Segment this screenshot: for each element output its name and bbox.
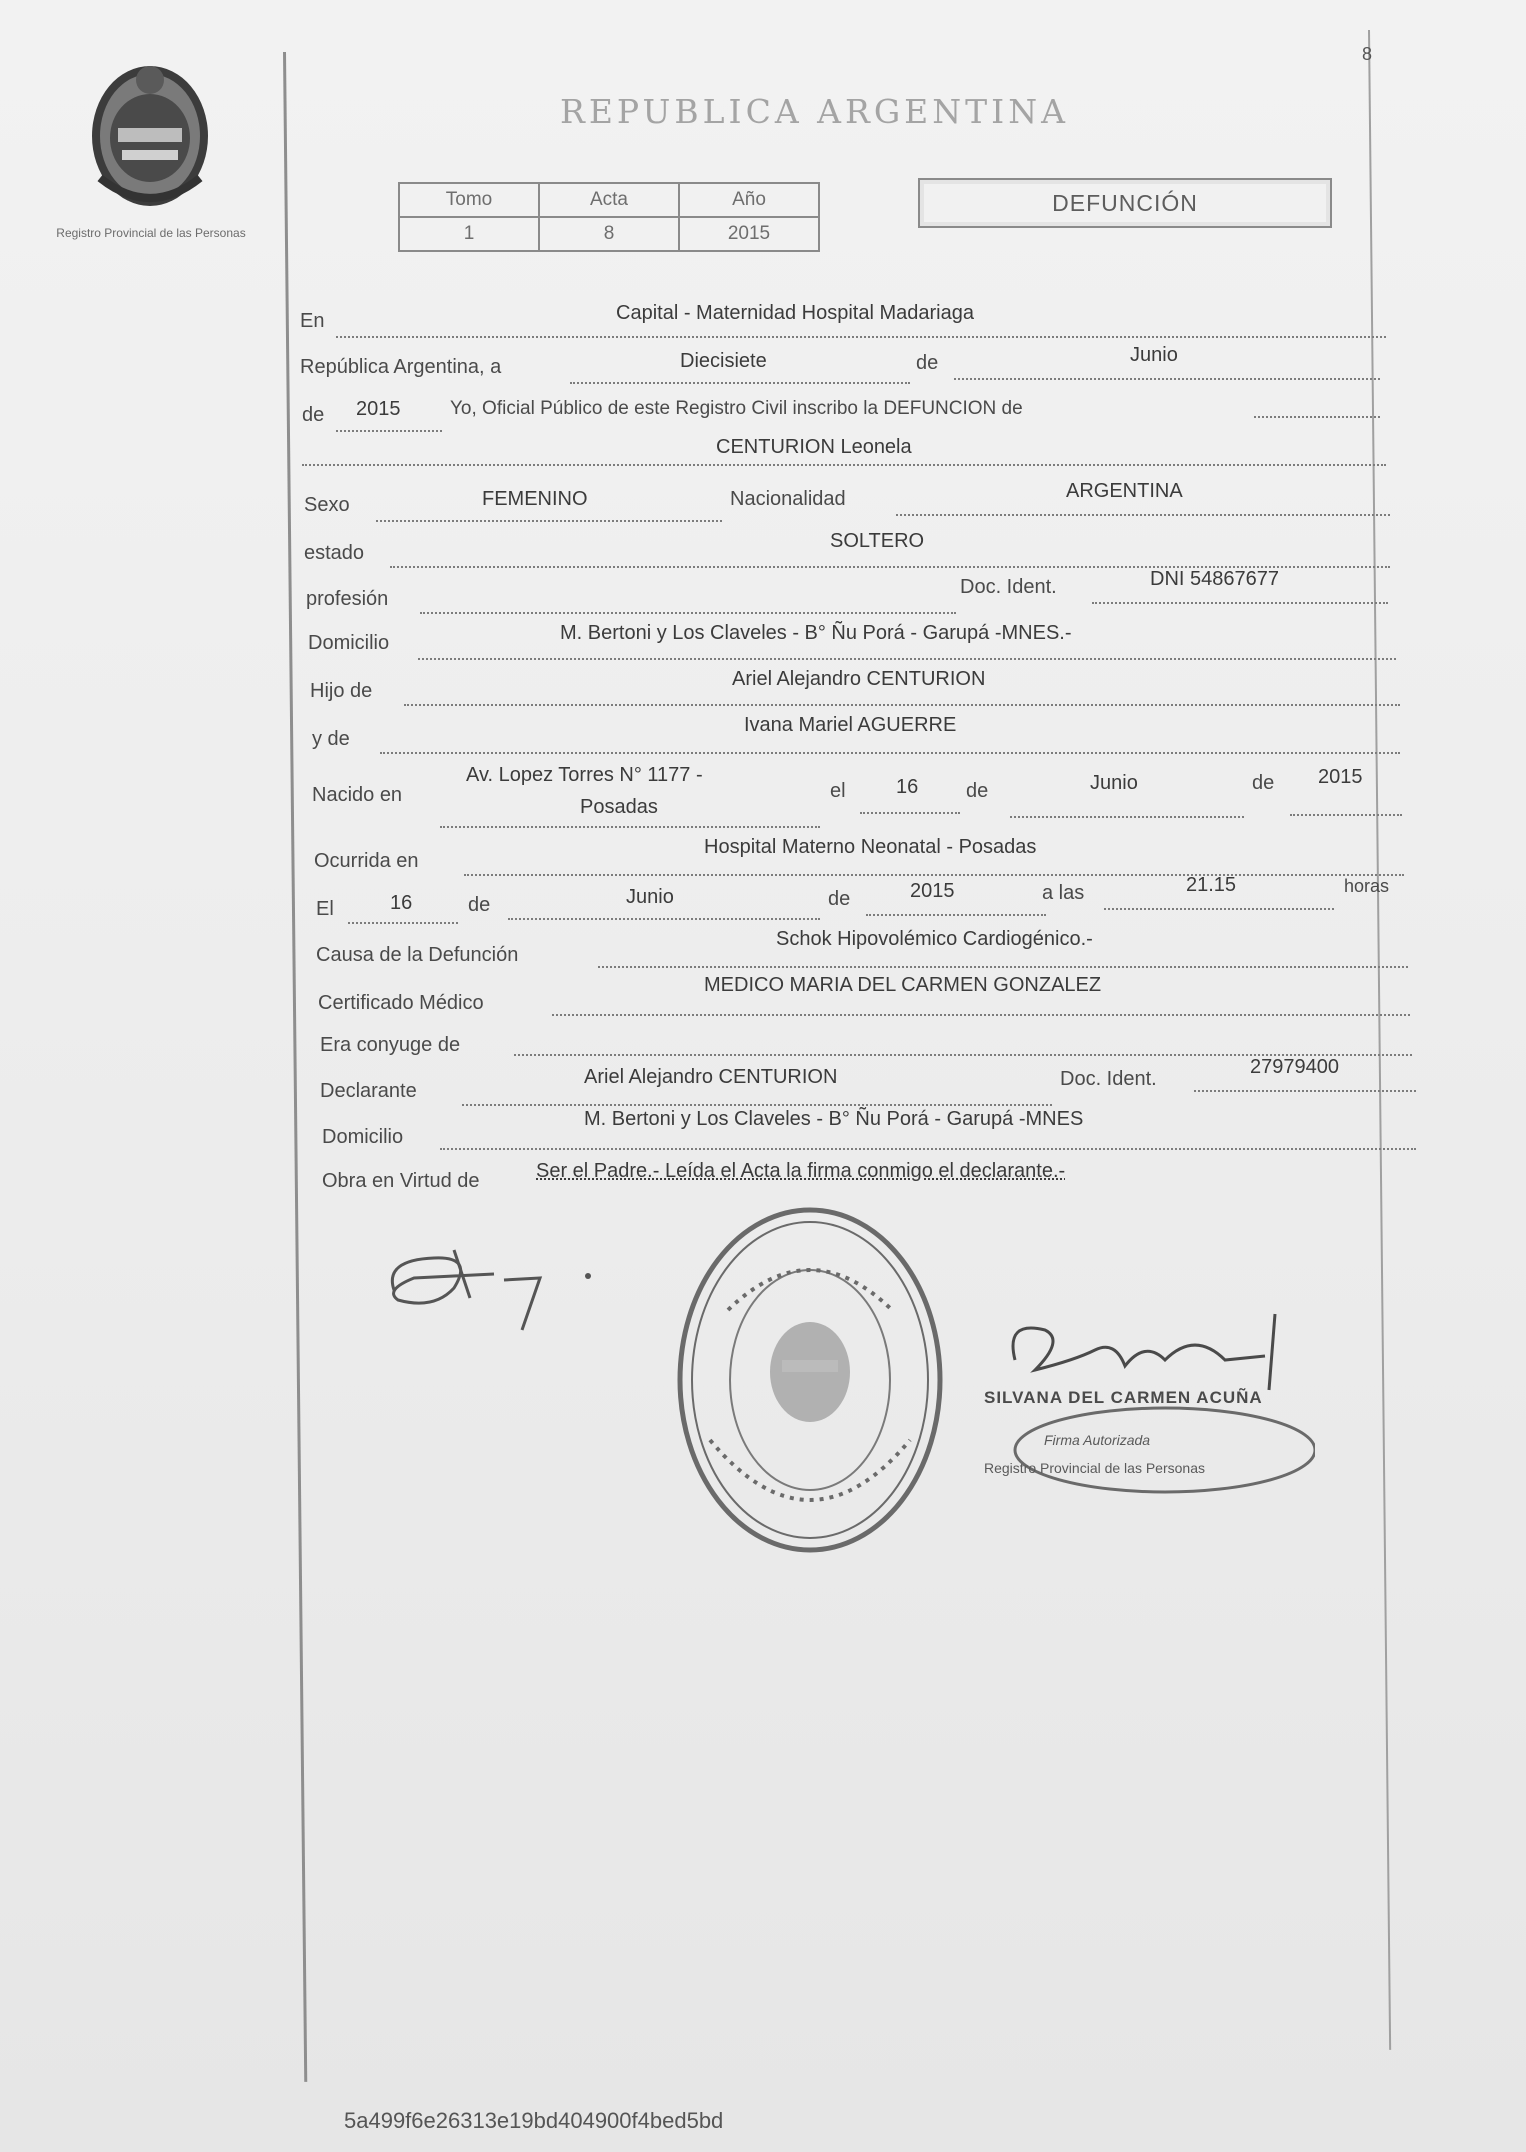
domicilio-value: M. Bertoni y Los Claveles - B° Ñu Porá - Garupá -MNES.- bbox=[560, 622, 1072, 644]
official-role: Firma Autorizada bbox=[1044, 1432, 1151, 1448]
doc-ident-2-label: Doc. Ident. bbox=[1060, 1068, 1157, 1090]
nacido-anio-value: 2015 bbox=[1318, 766, 1363, 788]
dotted-line bbox=[348, 922, 458, 924]
value-anio: 2015 bbox=[679, 217, 819, 251]
dotted-line bbox=[866, 914, 1046, 916]
closing-text: Ser el Padre.- Leída el Acta la firma conmigo el declarante.- bbox=[536, 1160, 1066, 1182]
nacido-dia-value: 16 bbox=[896, 776, 919, 798]
dotted-line bbox=[376, 520, 722, 522]
sexo-label: Sexo bbox=[304, 494, 350, 516]
certificado-value: MEDICO MARIA DEL CARMEN GONZALEZ bbox=[704, 974, 1102, 996]
dotted-line bbox=[418, 658, 1396, 660]
nacido-lugar-line2: Posadas bbox=[580, 796, 658, 818]
hijo-de-label: Hijo de bbox=[310, 680, 373, 702]
header-acta: Acta bbox=[539, 183, 679, 217]
crest-caption: Registro Provincial de las Personas bbox=[56, 226, 246, 240]
dotted-line bbox=[598, 966, 1408, 968]
declarante-label: Declarante bbox=[320, 1080, 417, 1102]
declarant-signature-icon bbox=[374, 1230, 614, 1350]
nacionalidad-value: ARGENTINA bbox=[1066, 480, 1183, 502]
nacido-de2-label: de bbox=[1252, 772, 1275, 794]
de-label: de bbox=[916, 352, 939, 374]
domicilio-label: Domicilio bbox=[308, 632, 390, 654]
official-name: SILVANA DEL CARMEN ACUÑA bbox=[984, 1388, 1263, 1407]
official-office: Registro Provincial de las Personas bbox=[984, 1460, 1205, 1476]
a-las-label: a las bbox=[1042, 882, 1085, 904]
doc-ident-label: Doc. Ident. bbox=[960, 576, 1057, 598]
dotted-line bbox=[440, 1148, 1416, 1150]
ocurrida-en-label: Ocurrida en bbox=[314, 850, 419, 872]
y-de-label: y de bbox=[312, 728, 350, 750]
nacido-en-label: Nacido en bbox=[312, 784, 403, 806]
dotted-line bbox=[954, 378, 1380, 380]
header-anio: Año bbox=[679, 183, 819, 217]
hora-value: 21.15 bbox=[1186, 874, 1237, 896]
certificado-label: Certificado Médico bbox=[318, 992, 484, 1014]
deceased-name-value: CENTURION Leonela bbox=[716, 436, 912, 458]
doc-ident-2-value: 27979400 bbox=[1250, 1056, 1339, 1078]
dotted-line bbox=[380, 752, 1400, 754]
fecha-anio-value: 2015 bbox=[910, 880, 955, 902]
nacido-de1-label: de bbox=[966, 780, 989, 802]
dotted-line bbox=[336, 336, 1386, 338]
fecha-mes-value: Junio bbox=[626, 886, 674, 908]
republica-label: República Argentina, a bbox=[300, 356, 502, 378]
place-value: Capital - Maternidad Hospital Madariaga bbox=[616, 302, 974, 324]
right-margin-line bbox=[1368, 30, 1391, 2050]
value-acta: 8 bbox=[539, 217, 679, 251]
causa-value: Schok Hipovolémico Cardiogénico.- bbox=[776, 928, 1093, 950]
dotted-line bbox=[420, 612, 956, 614]
intro-text: Yo, Oficial Público de este Registro Civil inscribo la DEFUNCION de bbox=[450, 398, 1023, 419]
domicilio-2-value: M. Bertoni y Los Claveles - B° Ñu Porá - Garupá -MNES bbox=[584, 1108, 1084, 1130]
fecha-de1-label: de bbox=[468, 894, 491, 916]
profesion-label: profesión bbox=[306, 588, 389, 610]
nacionalidad-label: Nacionalidad bbox=[730, 488, 846, 510]
estado-value: SOLTERO bbox=[830, 530, 925, 552]
conyuge-label: Era conyuge de bbox=[320, 1034, 461, 1056]
dotted-line bbox=[552, 1014, 1410, 1016]
dotted-line bbox=[404, 704, 1400, 706]
dotted-line bbox=[336, 430, 442, 432]
dotted-line bbox=[896, 514, 1390, 516]
dotted-line bbox=[1092, 602, 1388, 604]
closing-prefix: Obra en Virtud de bbox=[322, 1170, 480, 1192]
horas-label: horas bbox=[1344, 876, 1390, 896]
province-crest-icon bbox=[80, 58, 220, 218]
causa-label: Causa de la Defunción bbox=[316, 944, 519, 966]
record-type-box: DEFUNCIÓN bbox=[918, 178, 1332, 228]
official-stamp-icon bbox=[670, 1200, 950, 1560]
doc-ident-value: DNI 54867677 bbox=[1150, 568, 1279, 590]
nacido-mes-value: Junio bbox=[1090, 772, 1138, 794]
registry-table bbox=[398, 182, 820, 252]
dotted-line bbox=[462, 1104, 1052, 1106]
value-tomo: 1 bbox=[399, 217, 539, 251]
estado-label: estado bbox=[304, 542, 365, 564]
header-tomo: Tomo bbox=[399, 183, 539, 217]
country-heading: REPUBLICA ARGENTINA bbox=[560, 92, 1069, 131]
fecha-dia-value: 16 bbox=[390, 892, 413, 914]
dotted-line bbox=[1104, 908, 1334, 910]
domicilio-2-label: Domicilio bbox=[322, 1126, 404, 1148]
en-label: En bbox=[300, 310, 325, 332]
nacido-el-label: el bbox=[830, 780, 846, 802]
nacido-lugar-line1: Av. Lopez Torres N° 1177 - bbox=[466, 764, 703, 786]
document-hash: 5a499f6e26313e19bd404900f4bed5bd bbox=[344, 2108, 724, 2133]
page-marker: 8 bbox=[1362, 44, 1373, 64]
ocurrida-value: Hospital Materno Neonatal - Posadas bbox=[704, 836, 1037, 858]
dotted-line bbox=[1254, 416, 1380, 418]
dotted-line bbox=[1010, 816, 1244, 818]
sexo-value: FEMENINO bbox=[482, 488, 588, 510]
de-year-label: de bbox=[302, 404, 325, 426]
year-value: 2015 bbox=[356, 398, 401, 420]
dotted-line bbox=[464, 874, 1404, 876]
dotted-line bbox=[1194, 1090, 1416, 1092]
dotted-line bbox=[1290, 814, 1402, 816]
fecha-de2-label: de bbox=[828, 888, 851, 910]
madre-value: Ivana Mariel AGUERRE bbox=[744, 714, 957, 736]
dotted-line bbox=[302, 464, 1386, 466]
day-words-value: Diecisiete bbox=[680, 350, 767, 372]
dotted-line bbox=[860, 812, 960, 814]
declarante-value: Ariel Alejandro CENTURION bbox=[584, 1066, 838, 1088]
dotted-line bbox=[440, 826, 820, 828]
month-value: Junio bbox=[1130, 344, 1178, 366]
dotted-line bbox=[570, 382, 910, 384]
el-label: El bbox=[316, 898, 334, 920]
dotted-line bbox=[508, 918, 820, 920]
padre-value: Ariel Alejandro CENTURION bbox=[732, 668, 986, 690]
